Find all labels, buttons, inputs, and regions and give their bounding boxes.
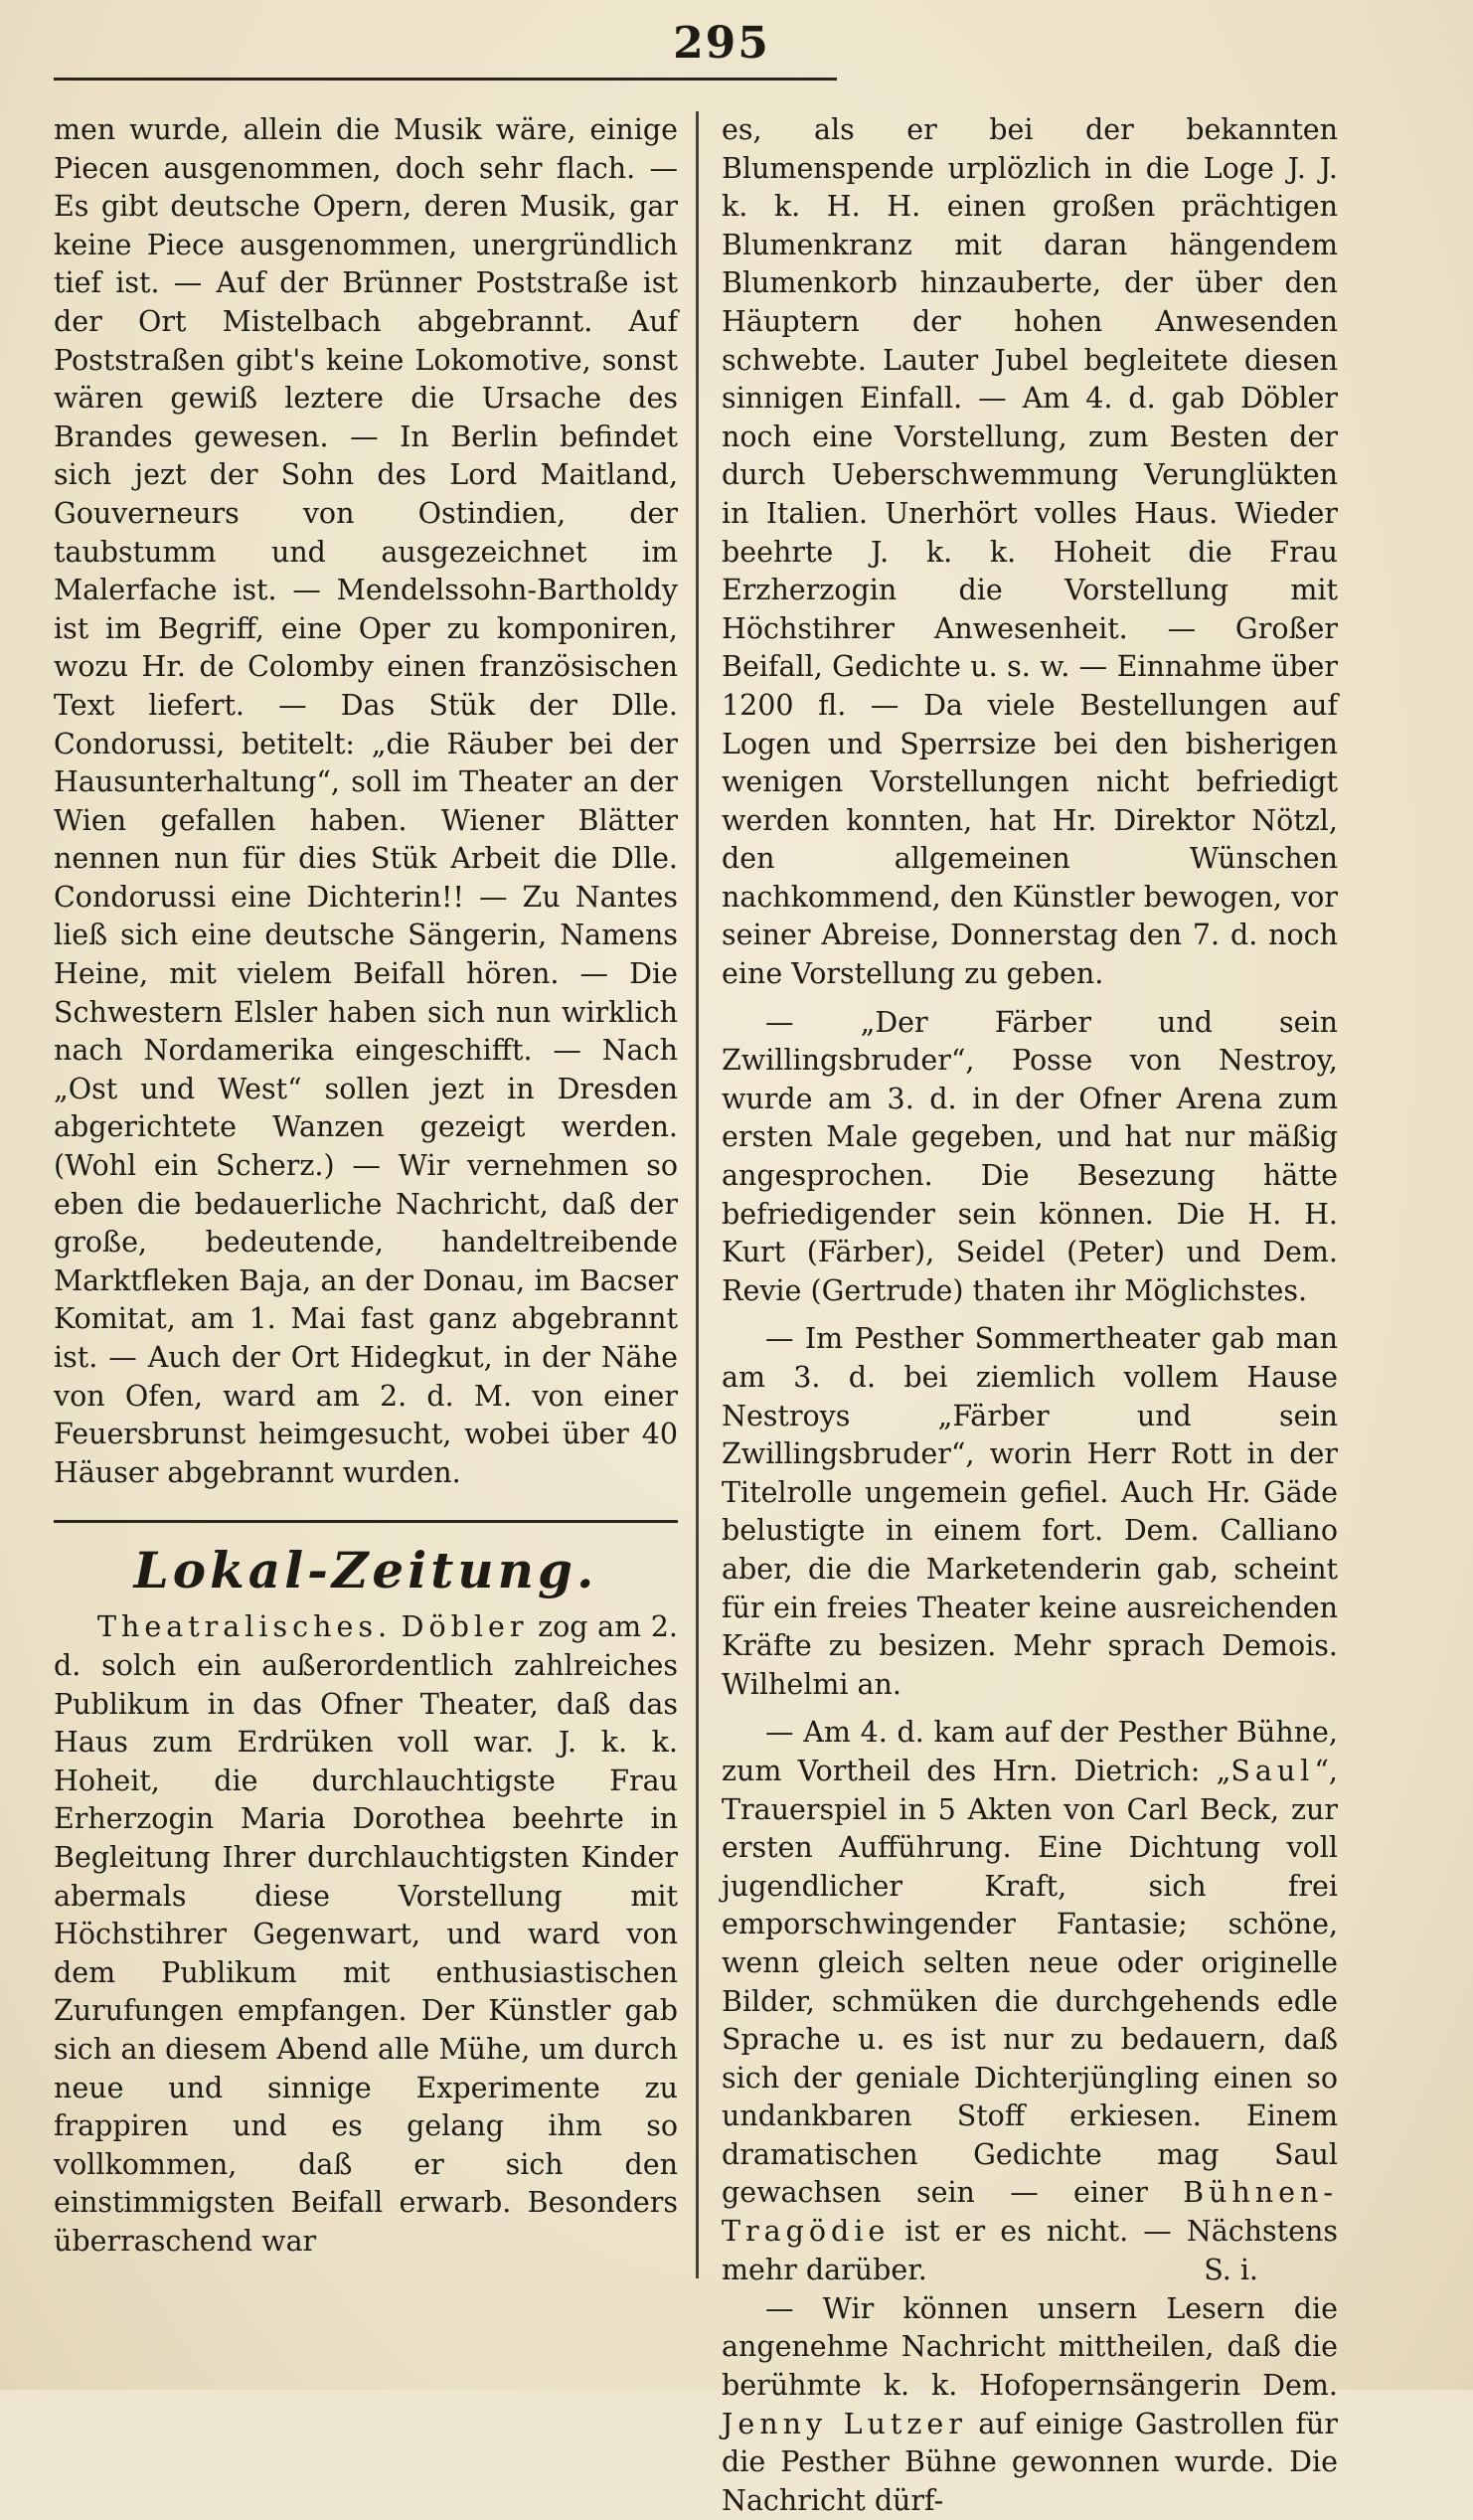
section-rule [54, 1520, 678, 1523]
news-paragraph: — „Der Färber und sein Zwillingsbruder“, Posse von Nestroy, wurde am 3. d. in der Ofner Arena zum ersten Male gegeben, und hat nur mäßig angesprochen. Die Besezung hätte befriedigender sein können. Die H. H. Kurt (Färber), Seidel (Peter) und Dem. Revie (Gertrude) thaten ihr Möglichstes. [722, 1005, 1338, 1307]
left-column [54, 111, 678, 2261]
play-title: Saul [1230, 1754, 1315, 1787]
section-title: Lokal-Zeitung. [133, 1541, 598, 1600]
review-paragraph [722, 1714, 1338, 2289]
singer-name: Jenny Lutzer [722, 2407, 967, 2440]
emphasis-text: Bühnen-Tragödie [722, 2176, 1338, 2249]
news-paragraph: men wurde, allein die Musik wäre, einige Piecen ausgenommen, doch sehr flach. — Es gibt deutsche Opern, deren Musik, gar keine Piece ausgenommen, unergründlich tief ist. — Auf der Brünner Poststraße ist der Ort Mistelbach abgebrannt. Auf Poststraßen gibt's keine Lokomotive, sonst wären gewiß leztere die Ursache des Brandes gewesen. — In Berlin befindet sich jezt der Sohn des Lord Maitland, Gouverneurs von Ostindien, der taubstumm und ausgezeichnet im Malerfache ist. — Mendelssohn-Bartholdy ist im Begriff, eine Oper zu komponiren, wozu Hr. de Colomby einen französischen Text liefert. — Das Stük der Dlle. Condorussi, betitelt: „die Räuber bei der Hausunterhaltung“, soll im Theater an der Wien gefallen haben. Wiener Blätter nennen nun für dies Stük Arbeit die Dlle. Condorussi eine Dichterin!! — Zu Nantes ließ sich eine deutsche Sängerin, Namens Heine, mit vielem Beifall hören. — Die Schwestern Elsler haben sich nun wirklich nach Nordamerika eingeschifft. — Nach „Ost und West“ sollen jezt in Dresden abgerichtete Wanzen gezeigt werden. (Wohl ein Scherz.) — Wir vernehmen so eben die bedauerliche Nachricht, daß der große, bedeutende, handeltreibende Marktfleken Baja, an der Donau, im Bacser Komitat, am 1. Mai fast ganz abgebrannt ist. — Auch der Ort Hidegkut, in der Nähe von Ofen, ward am 2. d. M. von einer Feuersbrunst heimgesucht, wobei über 40 Häuser abgebrannt wurden. [54, 113, 678, 1489]
news-paragraph: — Im Pesther Sommertheater gab man am 3. d. bei ziemlich vollem Hause Nestroys „Färber und sein Zwillingsbruder“, worin Herr Rott in der Titelrolle ungemein gefiel. Auch Hr. Gäde belustigte in einem fort. Dem. Calliano aber, die die Marketenderin gab, scheint für ein freies Theater keine ausreichenden Kräfte zu besizen. Mehr sprach Demois. Wilhelmi an. [722, 1322, 1338, 1701]
theatre-paragraph [54, 1608, 678, 2261]
news-text: — Wir können unsern Lesern die angenehme Nachricht mittheilen, daß die berühmte k. k. Hofopernsängerin Dem. [722, 2291, 1338, 2403]
header-rule [54, 78, 837, 81]
right-column [722, 111, 1338, 2520]
theatre-lead: Theatralisches. [97, 1610, 393, 1644]
signature: S. i. [1204, 2254, 1258, 2287]
theatre-name: Döbler [401, 1610, 529, 1644]
page-number: 295 [673, 18, 770, 69]
theatre-text: zog am 2. d. solch ein außerordentlich zahlreiches Publikum in das Ofner Theater, daß das Haus zum Erdrüken voll war. J. k. k. Hoheit, die durchlauchtigste Frau Erherzogin Maria Dorothea beehrte in Begleitung Ihrer durchlauchtigsten Kinder abermals diese Vorstellung mit Höchstihrer Gegenwart, und ward von dem Publikum mit enthusiastischen Zurufungen empfangen. Der Künstler gab sich an diesem Abend alle Mühe, um durch neue und sinnige Experimente zu frappiren und es gelang ihm so vollkommen, daß er sich den einstimmigsten Beifall erwarb. Besonders überraschend war [54, 1610, 678, 2258]
review-text: — Am 4. d. kam auf der Pesther Bühne, zum Vortheil des Hrn. Dietrich: „ [722, 1716, 1338, 1787]
review-text: “, Trauerspiel in 5 Akten von Carl Beck, zur ersten Aufführung. Eine Dichtung voll jugendlicher Kraft, sich frei emporschwingender Fantasie; schöne, wenn gleich selten neue oder originelle Bilder, schmüken die durchgehends edle Sprache u. es ist nur zu bedauern, daß sich der geniale Dichterjüngling einen so undankbaren Stoff erkiesen. Einem dramatischen Gedichte mag Saul gewachsen sein — einer [722, 1754, 1338, 2210]
column-divider [696, 111, 699, 2278]
review-text: ist er es nicht. — Nächstens mehr darüber. [722, 2215, 1338, 2286]
news-text: auf einige Gastrollen für die Pesther Bühne gewonnen wurde. Die Nachricht dürf- [722, 2407, 1339, 2517]
news-paragraph [722, 2290, 1338, 2520]
news-paragraph: es, als er bei der bekannten Blumenspende urplözlich in die Loge J. J. k. k. H. H. einen großen prächtigen Blumenkranz mit daran hängendem Blumenkorb hinzauberte, der über den Häuptern der hohen Anwesenden schwebte. Lauter Jubel begleitete diesen sinnigen Einfall. — Am 4. d. gab Döbler noch eine Vorstellung, zum Besten der durch Ueberschwemmung Verunglükten in Italien. Unerhört volles Haus. Wieder beehrte J. k. k. Hoheit die Frau Erzherzogin die Vorstellung mit Höchstihrer Anwesenheit. — Großer Beifall, Gedichte u. s. w. — Einnahme über 1200 fl. — Da viele Bestellungen auf Logen und Sperrsize bei den bisherigen wenigen Vorstellungen nicht befriedigt werden konnten, hat Hr. Direktor Nötzl, den allgemeinen Wünschen nachkommend, den Künstler bewogen, vor seiner Abreise, Donnerstag den 7. d. noch eine Vorstellung zu geben. [722, 113, 1338, 991]
